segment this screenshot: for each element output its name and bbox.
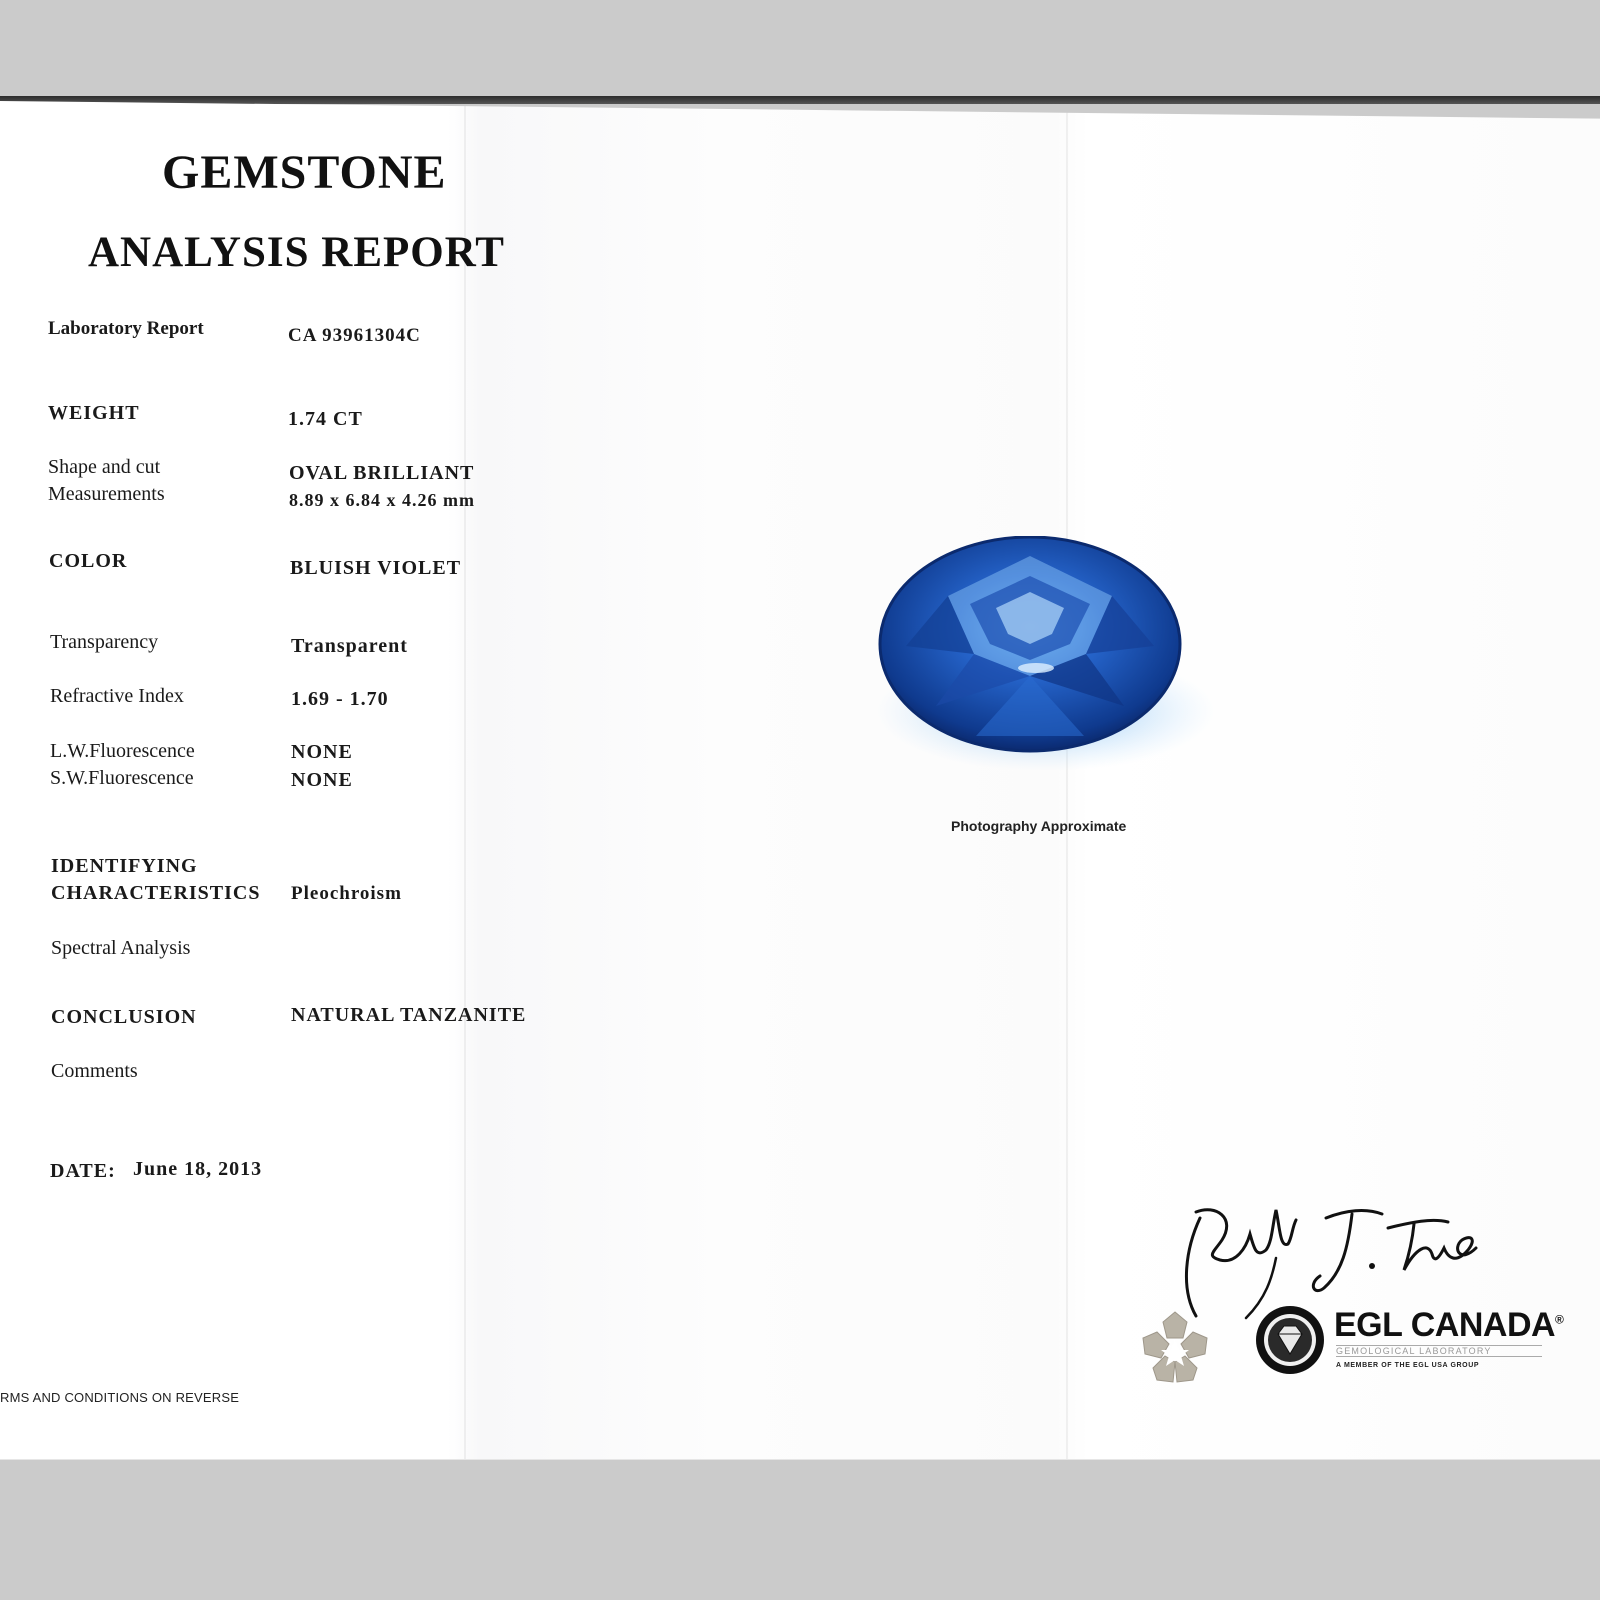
terms-note: RMS AND CONDITIONS ON REVERSE	[0, 1390, 240, 1405]
top-shadow	[0, 96, 1600, 104]
conclusion-label: CONCLUSION	[51, 1006, 197, 1028]
date-value: June 18, 2013	[133, 1158, 263, 1180]
sw-fluorescence-value: NONE	[291, 769, 353, 791]
weight-label: WEIGHT	[48, 402, 140, 424]
color-label: COLOR	[49, 550, 128, 572]
brand-name	[1334, 1306, 1563, 1345]
brand-tagline: A MEMBER OF THE EGL USA GROUP	[1336, 1362, 1480, 1369]
egl-seal-icon	[1254, 1304, 1326, 1376]
refractive-index-label: Refractive Index	[50, 685, 184, 707]
shape-cut-value: OVAL BRILLIANT	[289, 462, 475, 484]
measurements-value: 8.89 x 6.84 x 4.26 mm	[289, 490, 475, 510]
brand-subtitle: GEMOLOGICAL LABORATORY	[1336, 1345, 1542, 1357]
report-subtitle: ANALYSIS REPORT	[88, 229, 505, 276]
photo-caption: Photography Approximate	[951, 818, 1127, 834]
characteristics-value: Pleochroism	[291, 883, 402, 904]
comments-label: Comments	[51, 1060, 138, 1082]
sw-fluorescence-label: S.W.Fluorescence	[50, 767, 194, 789]
date-label: DATE:	[50, 1160, 116, 1182]
gemstone-photo	[866, 536, 1226, 786]
shape-cut-label: Shape and cut	[48, 456, 161, 478]
fold-line	[464, 101, 466, 1459]
spectral-analysis-label: Spectral Analysis	[51, 937, 191, 959]
flower-logo-icon	[1135, 1308, 1215, 1388]
lab-report-value: CA 93961304C	[288, 325, 421, 346]
lab-report-label: Laboratory Report	[48, 318, 204, 339]
brand-name-text: EGL CANADA	[1334, 1306, 1556, 1344]
color-value: BLUISH VIOLET	[290, 557, 462, 579]
registered-mark: ®	[1555, 1312, 1564, 1327]
lw-fluorescence-value: NONE	[291, 741, 353, 763]
conclusion-value: NATURAL TANZANITE	[291, 1004, 527, 1026]
transparency-value: Transparent	[291, 635, 408, 657]
measurements-label: Measurements	[48, 483, 165, 505]
identifying-label: IDENTIFYING	[51, 855, 198, 877]
refractive-index-value: 1.69 - 1.70	[291, 688, 389, 710]
lw-fluorescence-label: L.W.Fluorescence	[50, 740, 195, 762]
report-title: GEMSTONE	[162, 146, 447, 199]
characteristics-label: CHARACTERISTICS	[51, 882, 261, 904]
weight-value: 1.74 CT	[288, 408, 363, 430]
transparency-label: Transparency	[50, 631, 159, 653]
